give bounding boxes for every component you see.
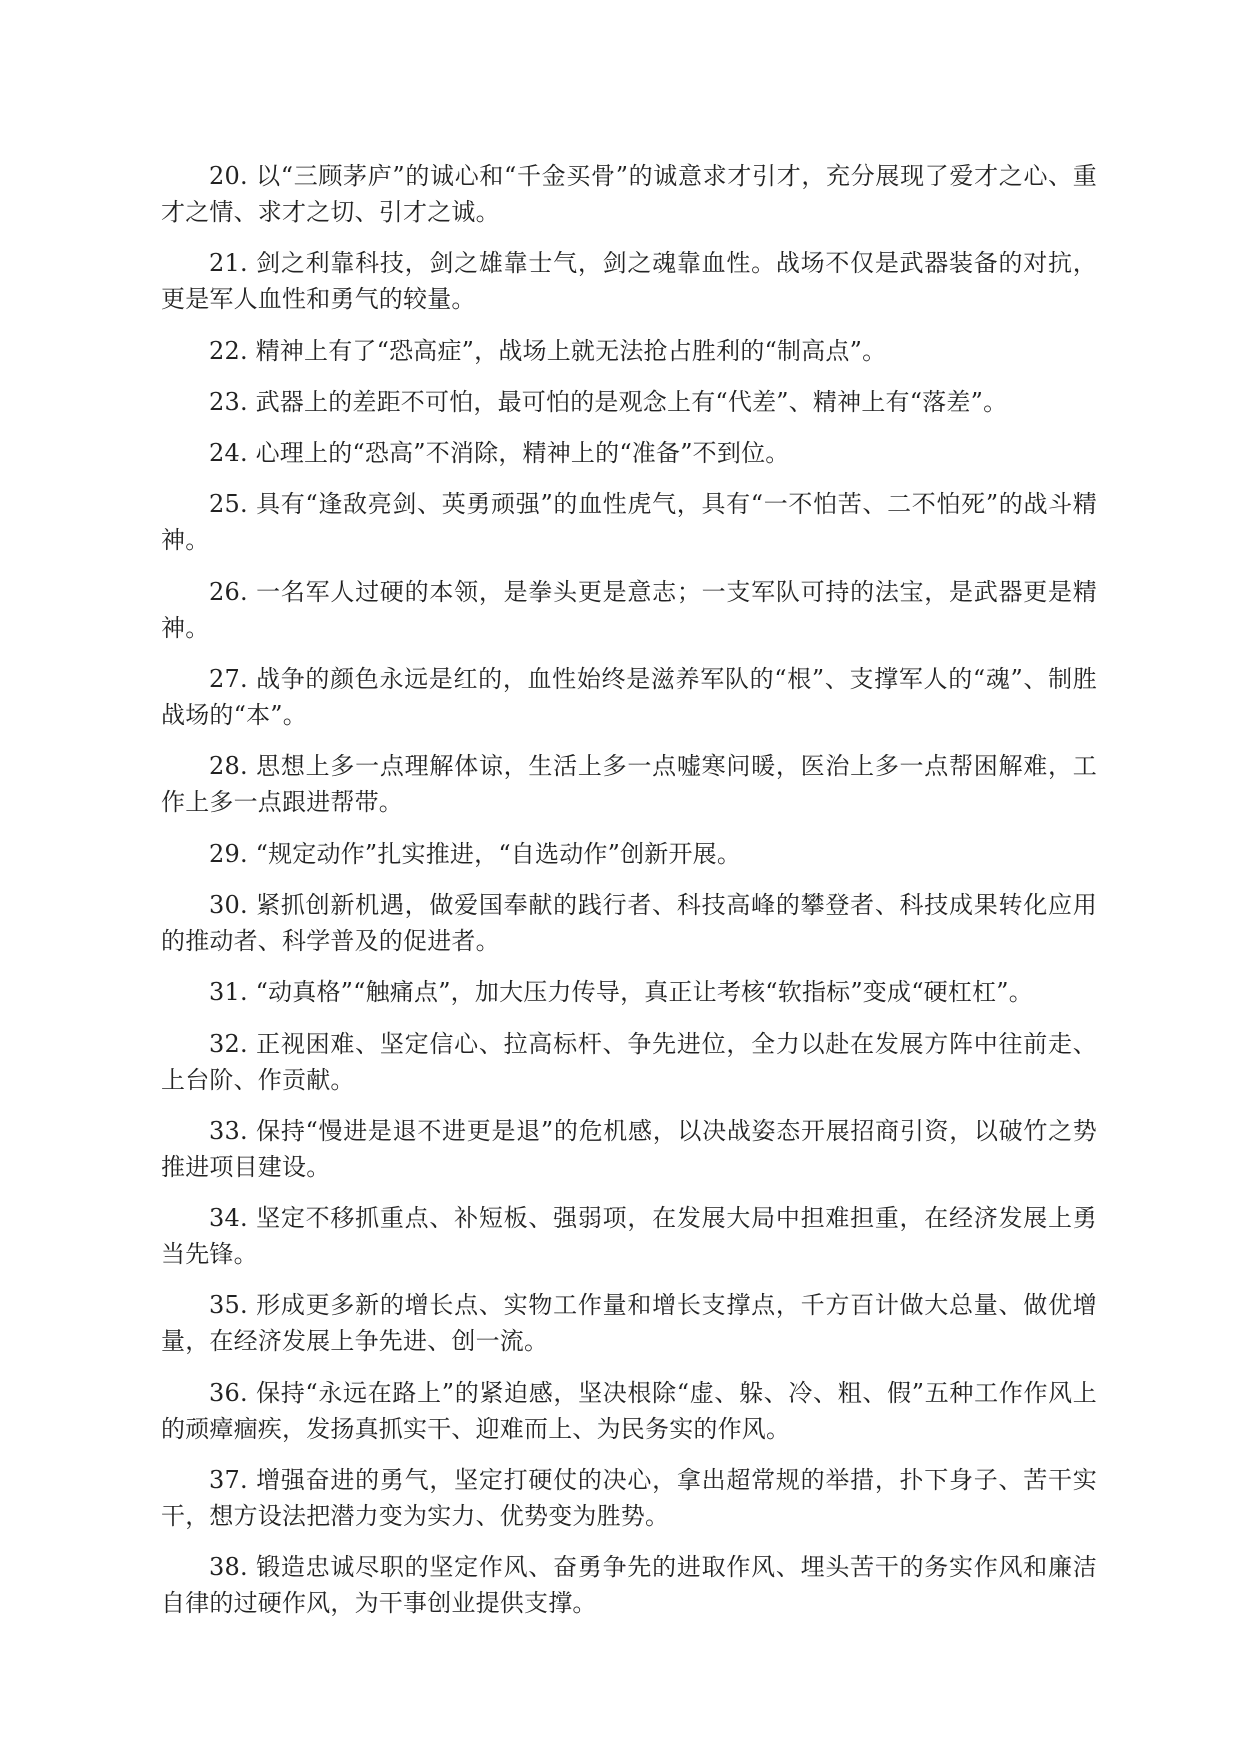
paragraph-31: 31. “动真格”“触痛点”，加大压力传导，真正让考核“软指标”变成“硬杠杠”。 <box>209 978 1033 1007</box>
paragraph-32: 32. 正视困难、坚定信心、拉高标杆、争先进位，全力以赴在发展方阵中往前走、上台阶、作贡献。 <box>161 1029 1097 1094</box>
paragraph-21: 21. 剑之利靠科技，剑之雄靠士气，剑之魂靠血性。战场不仅是武器装备的对抗，更是军人血性和勇气的较量。 <box>161 249 1097 314</box>
paragraph-25: 25. 具有“逢敌亮剑、英勇顽强”的血性虎气，具有“一不怕苦、二不怕死”的战斗精神。 <box>161 490 1097 555</box>
paragraph-28: 28. 思想上多一点理解体谅，生活上多一点嘘寒问暖，医治上多一点帮困解难，工作上多一点跟进帮带。 <box>161 752 1097 817</box>
paragraph-23: 23. 武器上的差距不可怕，最可怕的是观念上有“代差”、精神上有“落差”。 <box>209 387 1008 416</box>
paragraph-26: 26. 一名军人过硬的本领，是拳头更是意志；一支军队可持的法宝，是武器更是精神。 <box>161 577 1097 642</box>
document-body <box>161 158 1097 1637</box>
paragraph-30: 30. 紧抓创新机遇，做爱国奉献的践行者、科技高峰的攀登者、科技成果转化应用的推动者、科学普及的促进者。 <box>161 890 1097 955</box>
paragraph-35: 35. 形成更多新的增长点、实物工作量和增长支撑点，千方百计做大总量、做优增量，在经济发展上争先进、创一流。 <box>161 1291 1097 1356</box>
paragraph-37: 37. 增强奋进的勇气，坚定打硬仗的决心，拿出超常规的举措，扑下身子、苦干实干，想方设法把潜力变为实力、优势变为胜势。 <box>161 1466 1097 1531</box>
paragraph-38: 38. 锻造忠诚尽职的坚定作风、奋勇争先的进取作风、埋头苦干的务实作风和廉洁自律的过硬作风，为干事创业提供支撑。 <box>161 1553 1097 1618</box>
paragraph-20: 20. 以“三顾茅庐”的诚心和“千金买骨”的诚意求才引才，充分展现了爱才之心、重才之情、求才之切、引才之诚。 <box>161 162 1097 226</box>
paragraph-34: 34. 坚定不移抓重点、补短板、强弱项，在发展大局中担难担重，在经济发展上勇当先锋。 <box>161 1204 1097 1269</box>
paragraph-24: 24. 心理上的“恐高”不消除，精神上的“准备”不到位。 <box>209 439 790 468</box>
paragraph-22: 22. 精神上有了“恐高症”，战场上就无法抢占胜利的“制高点”。 <box>209 336 887 365</box>
paragraph-36: 36. 保持“永远在路上”的紧迫感，坚决根除“虚、躲、冷、粗、假”五种工作作风上的顽瘴痼疾，发扬真抓实干、迎难而上、为民务实的作风。 <box>161 1378 1097 1443</box>
paragraph-29: 29. “规定动作”扎实推进，“自选动作”创新开展。 <box>209 839 742 868</box>
paragraph-27: 27. 战争的颜色永远是红的，血性始终是滋养军队的“根”、支撑军人的“魂”、制胜战场的“本”。 <box>161 665 1097 730</box>
paragraph-33: 33. 保持“慢进是退不进更是退”的危机感，以决战姿态开展招商引资，以破竹之势推进项目建设。 <box>161 1116 1097 1181</box>
